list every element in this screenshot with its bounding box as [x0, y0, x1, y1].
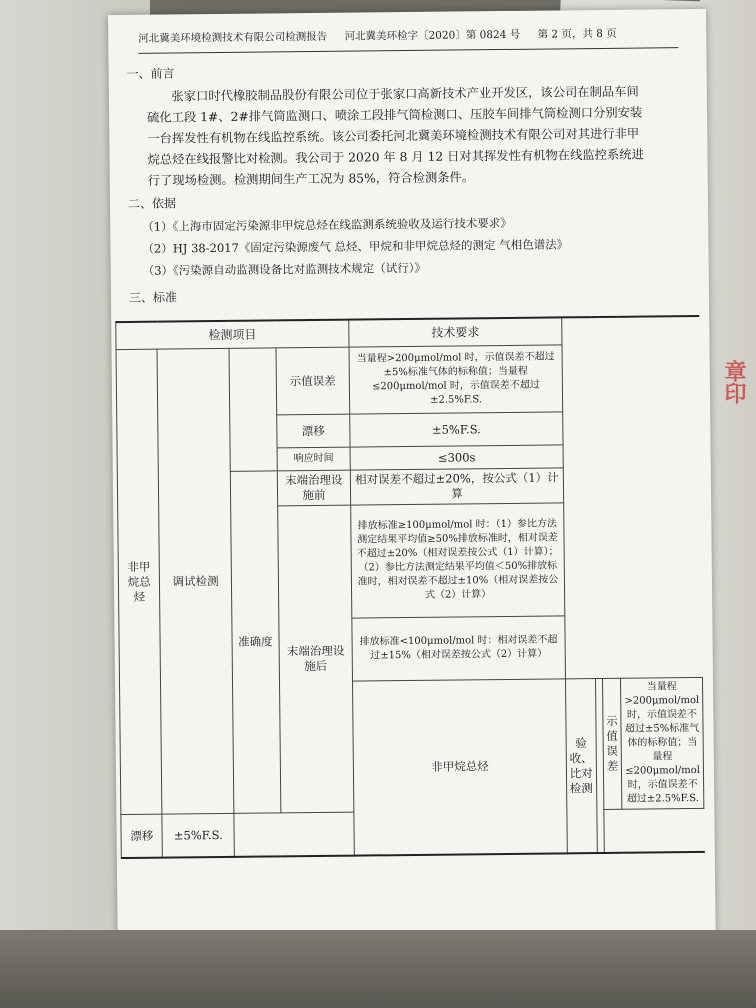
header-company: 河北冀美环境检测技术有限公司检测报告 [138, 30, 328, 45]
drift-requirement: ±5%F.S. [350, 412, 563, 447]
page-header [138, 25, 678, 54]
desk-bottom [0, 930, 756, 1008]
error2-requirement: 当量程>200μmol/mol 时，示值误差不超过±5%标准气体的标称值；当量程≤200μmol/mol 时，示值误差不超过±2.5%F.S. [621, 677, 704, 809]
standard-table [115, 315, 705, 859]
group2-subtype: 验收、比对检测 [565, 679, 597, 854]
empty-cell [229, 348, 277, 471]
drift2-label: 漂移 [121, 814, 163, 858]
error2-label: 示值误差 [602, 678, 622, 809]
col-header-requirement: 技术要求 [349, 317, 562, 347]
after-treatment-requirement-2: 排放标准<100μmol/mol 时：相对误差不超过±15%（相对误差按公式（2）计算） [352, 616, 565, 681]
accuracy-label: 准确度 [230, 471, 280, 813]
response-requirement: ≤300s [350, 445, 563, 470]
after-treatment-label: 末端治理设施后 [277, 505, 354, 813]
header-page-number: 第 2 页，共 8 页 [537, 27, 617, 41]
red-seal-stamp: 章印 [721, 360, 747, 404]
header-report-no: 河北冀美环检字〔2020〕第 0824 号 [344, 28, 521, 43]
drift2-requirement: ±5%F.S. [162, 813, 234, 857]
error-label: 示值误差 [276, 347, 350, 415]
basis-item-3: （3）《污染源自动监测设备比对监测技术规定（试行）》 [142, 260, 427, 278]
section-basis-title: 二、依据 [127, 196, 177, 211]
error-requirement: 当量程>200μmol/mol 时，示值误差不超过±5%标准气体的标称值；当量程≤200μmol/mol 时，示值误差不超过±2.5%F.S. [349, 345, 562, 414]
table-header-row [116, 316, 699, 350]
response-label: 响应时间 [277, 447, 351, 471]
before-treatment-label: 末端治理设施前 [277, 470, 351, 506]
section-foreword-title: 一、前言 [126, 66, 175, 81]
before-treatment-requirement: 相对误差不超过±20%，按公式（1）计算 [351, 468, 564, 505]
table-row [116, 343, 700, 416]
group2-name: 非甲烷总烃 [353, 679, 567, 856]
foreword-paragraph: 张家口时代橡胶制品股份有限公司位于张家口高新技术产业开发区，该公司在制品车间硫化工段 1#、2#排气筒监测口、喷涂工段排气筒检测口、压胶车间排气筒检测口分别安装一台挥发性有机物在线监控系统。该公司委托河北冀美环境检测技术有限公司对其进行非甲烷总烃在线报警比对检测。我公司于 2020 年 8 月 12 日对其挥发性有机物在线监控系统进行了现场检测。检测期间生产工况为 85%，符合检测条件。 [147, 84, 644, 188]
group1-name: 非甲烷总烃 [116, 349, 162, 814]
report-page [108, 9, 716, 943]
basis-item-2: （2）HJ 38-2017《固定污染源废气 总烃、甲烷和非甲烷总烃的测定 气相色谱法》 [142, 237, 569, 256]
after-treatment-requirement-1: 排放标准≥100μmol/mol 时：（1）参比方法测定结果平均值≥50%排放标准时，相对误差不超过±20%（相对误差按公式（1）计算）；（2）参比方法测定结果平均值＜50%排放标准时，相对误差不超过±10%（相对误差按公式（2）计算） [351, 503, 565, 618]
section-standard-title: 三、标准 [128, 290, 178, 305]
group1-subtype: 调试检测 [157, 348, 233, 814]
basis-item-1: （1）《上海市固定污染源非甲烷总烃在线监测系统验收及运行技术要求》 [142, 215, 512, 234]
drift-label: 漂移 [276, 414, 350, 448]
col-header-item: 检测项目 [116, 320, 350, 350]
